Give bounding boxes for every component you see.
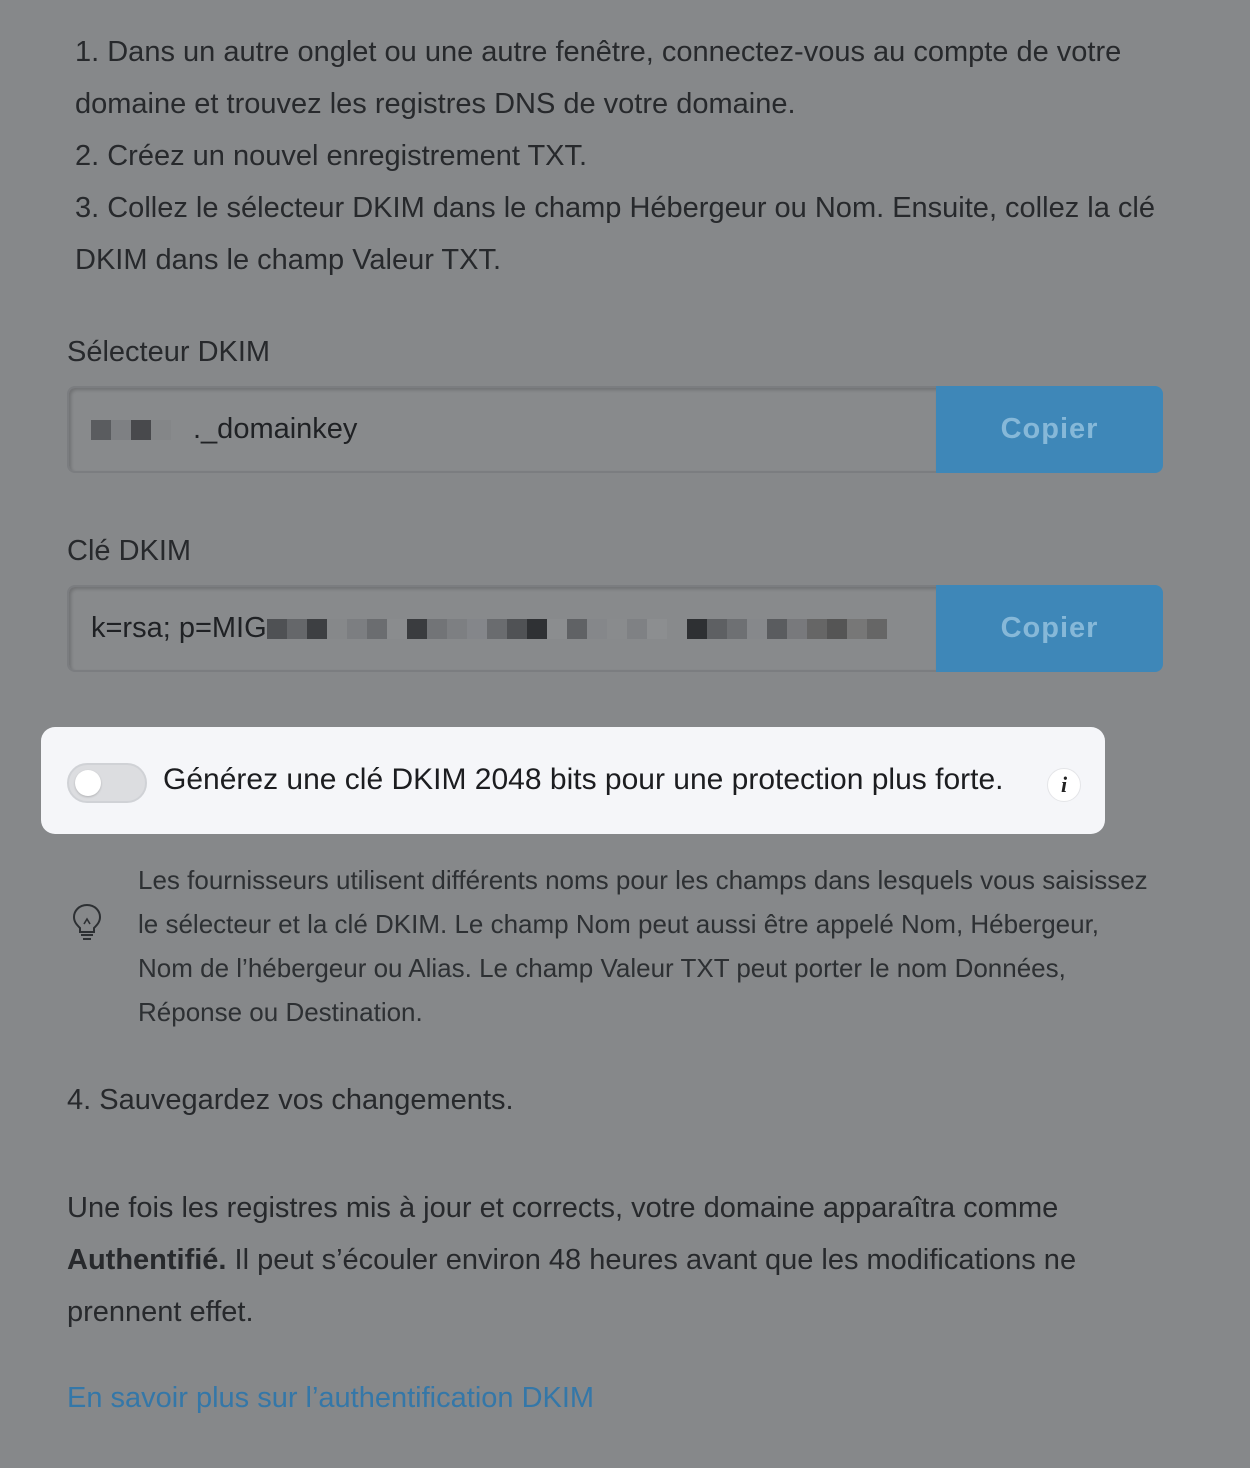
lightbulb-icon: [70, 902, 104, 942]
tip-text: Les fournisseurs utilisent différents noms pour les champs dans lesquels vous saisissez le sélecteur et la clé DKIM. Le champ Nom peut aussi être appelé Nom, Hébergeur, Nom de l’hébergeur ou Alias. Le champ Valeur TXT peut porter le nom Données, Réponse ou Destination.: [138, 865, 1148, 1027]
key-label: Clé DKIM: [67, 535, 192, 567]
final-note-line1: Une fois les registres mis à jour et corrects, votre domaine apparaîtra comme: [67, 1192, 1059, 1224]
key-input[interactable]: [67, 585, 936, 672]
dkim-2048-label: Générez une clé DKIM 2048 bits pour une protection plus forte.: [163, 763, 1004, 796]
instruction-step-1: 1. Dans un autre onglet ou une autre fenêtre, connectez-vous au compte de votre domaine et trouvez les registres DNS de votre domaine.: [75, 36, 1122, 120]
key-value: k=rsa; p=MIG: [91, 612, 267, 644]
instruction-step-4: 4. Sauvegardez vos changements.: [67, 1084, 514, 1116]
copy-key-button[interactable]: Copier: [936, 585, 1163, 672]
dkim-2048-card: [41, 727, 1105, 834]
selector-field-row: [67, 386, 1163, 473]
selector-label: Sélecteur DKIM: [67, 336, 271, 368]
key-field-row: [67, 585, 1163, 672]
learn-more-link[interactable]: En savoir plus sur l’authentification DKIM: [67, 1382, 595, 1414]
copy-selector-button[interactable]: Copier: [936, 386, 1163, 473]
dkim-2048-toggle[interactable]: [67, 763, 147, 803]
final-note: [67, 1182, 1177, 1338]
authenticated-label: Authentifié.: [67, 1244, 227, 1276]
instruction-step-2: 2. Créez un nouvel enregistrement TXT.: [75, 140, 588, 172]
toggle-knob: [75, 770, 101, 796]
selector-input[interactable]: [67, 386, 936, 473]
selector-value: ._domainkey: [193, 413, 358, 445]
info-icon[interactable]: i: [1047, 768, 1081, 802]
instruction-step-3: 3. Collez le sélecteur DKIM dans le champ Hébergeur ou Nom. Ensuite, collez la clé DKIM dans le champ Valeur TXT.: [75, 192, 1155, 276]
redacted-pixels: [91, 420, 191, 440]
redacted-pixels: [267, 619, 887, 639]
final-note-line2: Il peut s’écouler environ 48 heures avant que les modifications ne prennent effet.: [67, 1244, 1077, 1328]
instructions: [75, 26, 1165, 286]
